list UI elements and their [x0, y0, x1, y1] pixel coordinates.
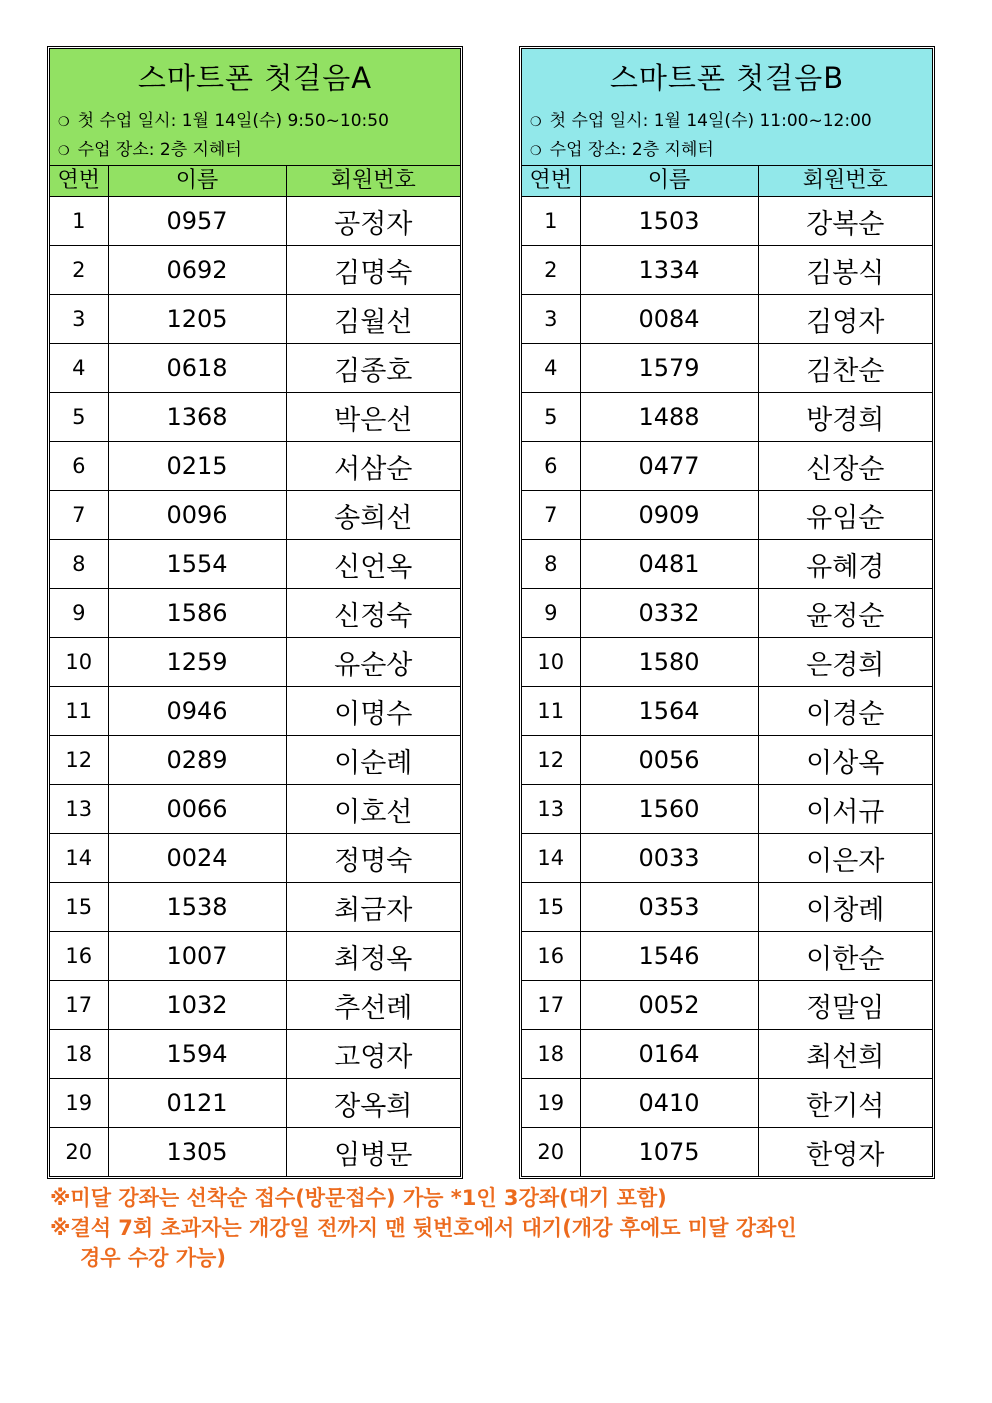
- row-number: 4: [522, 344, 580, 393]
- row-member-id: 정말임: [758, 981, 932, 1030]
- row-number: 7: [522, 491, 580, 540]
- row-member-id: 고영자: [286, 1030, 460, 1079]
- table-row: [50, 197, 460, 246]
- row-name: 0215: [108, 442, 286, 491]
- circle-bullet-icon: ❍: [530, 115, 542, 130]
- row-member-id: 김종호: [286, 344, 460, 393]
- row-number: 1: [50, 197, 108, 246]
- row-member-id: 방경희: [758, 393, 932, 442]
- row-member-id: 김봉식: [758, 246, 932, 295]
- row-number: 17: [50, 981, 108, 1030]
- row-name: 1594: [108, 1030, 286, 1079]
- row-number: 10: [50, 638, 108, 687]
- row-member-id: 김월선: [286, 295, 460, 344]
- row-name: 1488: [580, 393, 758, 442]
- row-name: 1075: [580, 1128, 758, 1177]
- table-row: [522, 1030, 932, 1079]
- notes: [50, 1183, 950, 1273]
- table-header-row: [50, 166, 460, 197]
- row-name: 1560: [580, 785, 758, 834]
- row-member-id: 한영자: [758, 1128, 932, 1177]
- row-number: 9: [522, 589, 580, 638]
- column-header-name: 이름: [108, 166, 286, 197]
- row-name: 0056: [580, 736, 758, 785]
- row-member-id: 장옥희: [286, 1079, 460, 1128]
- column-header-no: 연번: [50, 166, 108, 197]
- table-row: [522, 393, 932, 442]
- class-panel-b: [519, 46, 935, 1179]
- table-row: [522, 589, 932, 638]
- table-row: [50, 393, 460, 442]
- row-member-id: 윤정순: [758, 589, 932, 638]
- table-row: [50, 1128, 460, 1177]
- location-info: ❍ 수업 장소: 2층 지혜터: [58, 140, 242, 160]
- row-name: 0289: [108, 736, 286, 785]
- row-member-id: 신언옥: [286, 540, 460, 589]
- row-name: 1579: [580, 344, 758, 393]
- table-row: [522, 442, 932, 491]
- row-number: 5: [50, 393, 108, 442]
- table-row: [522, 981, 932, 1030]
- table-row: [522, 344, 932, 393]
- table-row: [522, 834, 932, 883]
- row-name: 0164: [580, 1030, 758, 1079]
- row-number: 17: [522, 981, 580, 1030]
- row-member-id: 송희선: [286, 491, 460, 540]
- table-row: [522, 638, 932, 687]
- row-number: 16: [522, 932, 580, 981]
- row-member-id: 김영자: [758, 295, 932, 344]
- circle-bullet-icon: ❍: [530, 144, 542, 159]
- row-member-id: 최선희: [758, 1030, 932, 1079]
- row-name: 1368: [108, 393, 286, 442]
- row-name: 0121: [108, 1079, 286, 1128]
- row-number: 19: [522, 1079, 580, 1128]
- circle-bullet-icon: ❍: [58, 144, 70, 159]
- column-header-name: 이름: [580, 166, 758, 197]
- row-member-id: 강복순: [758, 197, 932, 246]
- row-name: 1564: [580, 687, 758, 736]
- table-row: [50, 540, 460, 589]
- row-number: 14: [50, 834, 108, 883]
- row-number: 13: [522, 785, 580, 834]
- row-number: 14: [522, 834, 580, 883]
- table-row: [522, 687, 932, 736]
- table-row: [522, 197, 932, 246]
- row-member-id: 유혜경: [758, 540, 932, 589]
- row-name: 1503: [580, 197, 758, 246]
- row-number: 4: [50, 344, 108, 393]
- table-row: [50, 785, 460, 834]
- row-number: 1: [522, 197, 580, 246]
- row-number: 12: [50, 736, 108, 785]
- schedule-info: ❍ 첫 수업 일시: 1월 14일(수) 9:50~10:50: [58, 111, 389, 131]
- row-number: 12: [522, 736, 580, 785]
- note-line: 경우 수강 가능): [80, 1246, 226, 1270]
- class-panel-a: [47, 46, 463, 1179]
- note-line: ※미달 강좌는 선착순 접수(방문접수) 가능 *1인 3강좌(대기 포함): [50, 1186, 667, 1210]
- row-member-id: 이서규: [758, 785, 932, 834]
- table-row: [50, 295, 460, 344]
- table-row: [522, 491, 932, 540]
- table-row: [522, 883, 932, 932]
- row-name: 1586: [108, 589, 286, 638]
- row-name: 0033: [580, 834, 758, 883]
- table-row: [50, 344, 460, 393]
- table-row: [50, 834, 460, 883]
- row-name: 0024: [108, 834, 286, 883]
- table-row: [522, 1079, 932, 1128]
- table-row: [50, 638, 460, 687]
- row-member-id: 이순례: [286, 736, 460, 785]
- row-name: 1538: [108, 883, 286, 932]
- row-member-id: 유순상: [286, 638, 460, 687]
- row-name: 0692: [108, 246, 286, 295]
- row-number: 18: [522, 1030, 580, 1079]
- row-name: 1007: [108, 932, 286, 981]
- row-member-id: 추선례: [286, 981, 460, 1030]
- row-number: 20: [50, 1128, 108, 1177]
- row-member-id: 이상옥: [758, 736, 932, 785]
- row-name: 0353: [580, 883, 758, 932]
- table-header-row: [522, 166, 932, 197]
- row-number: 18: [50, 1030, 108, 1079]
- row-name: 0909: [580, 491, 758, 540]
- table-row: [50, 932, 460, 981]
- row-number: 9: [50, 589, 108, 638]
- row-member-id: 이명수: [286, 687, 460, 736]
- row-name: 1546: [580, 932, 758, 981]
- table-row: [50, 491, 460, 540]
- member-table: [50, 166, 460, 1176]
- row-member-id: 신정숙: [286, 589, 460, 638]
- row-name: 0618: [108, 344, 286, 393]
- row-number: 2: [50, 246, 108, 295]
- row-name: 0946: [108, 687, 286, 736]
- table-row: [522, 540, 932, 589]
- row-name: 1305: [108, 1128, 286, 1177]
- row-name: 0957: [108, 197, 286, 246]
- row-name: 0096: [108, 491, 286, 540]
- row-member-id: 이창례: [758, 883, 932, 932]
- row-member-id: 은경희: [758, 638, 932, 687]
- table-row: [50, 687, 460, 736]
- row-number: 16: [50, 932, 108, 981]
- row-member-id: 이호선: [286, 785, 460, 834]
- schedule-info: ❍ 첫 수업 일시: 1월 14일(수) 11:00~12:00: [530, 111, 872, 131]
- table-row: [522, 295, 932, 344]
- row-number: 8: [522, 540, 580, 589]
- row-name: 0410: [580, 1079, 758, 1128]
- row-member-id: 정명숙: [286, 834, 460, 883]
- table-row: [50, 1079, 460, 1128]
- row-name: 0052: [580, 981, 758, 1030]
- row-member-id: 박은선: [286, 393, 460, 442]
- row-member-id: 한기석: [758, 1079, 932, 1128]
- table-row: [522, 246, 932, 295]
- row-number: 19: [50, 1079, 108, 1128]
- row-number: 10: [522, 638, 580, 687]
- table-row: [50, 1030, 460, 1079]
- row-member-id: 임병문: [286, 1128, 460, 1177]
- row-name: 0481: [580, 540, 758, 589]
- table-row: [50, 883, 460, 932]
- row-number: 20: [522, 1128, 580, 1177]
- panel-title: 스마트폰 첫걸음A: [137, 61, 373, 95]
- table-row: [522, 932, 932, 981]
- panel-title: 스마트폰 첫걸음B: [609, 61, 845, 95]
- row-member-id: 이한순: [758, 932, 932, 981]
- column-header-member-id: 회원번호: [286, 166, 460, 197]
- location-info: ❍ 수업 장소: 2층 지혜터: [530, 140, 714, 160]
- row-number: 2: [522, 246, 580, 295]
- row-name: 0332: [580, 589, 758, 638]
- row-number: 6: [522, 442, 580, 491]
- row-number: 3: [522, 295, 580, 344]
- row-member-id: 신장순: [758, 442, 932, 491]
- row-number: 6: [50, 442, 108, 491]
- row-number: 11: [50, 687, 108, 736]
- row-name: 0477: [580, 442, 758, 491]
- table-row: [522, 736, 932, 785]
- row-name: 1580: [580, 638, 758, 687]
- circle-bullet-icon: ❍: [58, 115, 70, 130]
- row-member-id: 최정옥: [286, 932, 460, 981]
- table-row: [50, 246, 460, 295]
- row-number: 5: [522, 393, 580, 442]
- row-name: 1259: [108, 638, 286, 687]
- row-number: 7: [50, 491, 108, 540]
- row-name: 1205: [108, 295, 286, 344]
- table-row: [50, 736, 460, 785]
- row-member-id: 유임순: [758, 491, 932, 540]
- note-line: ※결석 7회 초과자는 개강일 전까지 맨 뒷번호에서 대기(개강 후에도 미달 강좌인: [50, 1216, 797, 1240]
- row-name: 1334: [580, 246, 758, 295]
- table-row: [522, 785, 932, 834]
- row-name: 0066: [108, 785, 286, 834]
- column-header-no: 연번: [522, 166, 580, 197]
- table-row: [50, 442, 460, 491]
- panel-header: [522, 49, 932, 166]
- row-number: 15: [522, 883, 580, 932]
- panel-header: [50, 49, 460, 166]
- table-row: [522, 1128, 932, 1177]
- row-member-id: 공정자: [286, 197, 460, 246]
- row-number: 11: [522, 687, 580, 736]
- row-number: 15: [50, 883, 108, 932]
- table-row: [50, 589, 460, 638]
- row-member-id: 이은자: [758, 834, 932, 883]
- row-name: 1554: [108, 540, 286, 589]
- row-member-id: 최금자: [286, 883, 460, 932]
- table-row: [50, 981, 460, 1030]
- row-member-id: 김찬순: [758, 344, 932, 393]
- row-member-id: 이경순: [758, 687, 932, 736]
- row-name: 0084: [580, 295, 758, 344]
- row-number: 8: [50, 540, 108, 589]
- row-number: 3: [50, 295, 108, 344]
- member-table: [522, 166, 932, 1176]
- row-member-id: 김명숙: [286, 246, 460, 295]
- column-header-member-id: 회원번호: [758, 166, 932, 197]
- row-number: 13: [50, 785, 108, 834]
- row-name: 1032: [108, 981, 286, 1030]
- row-member-id: 서삼순: [286, 442, 460, 491]
